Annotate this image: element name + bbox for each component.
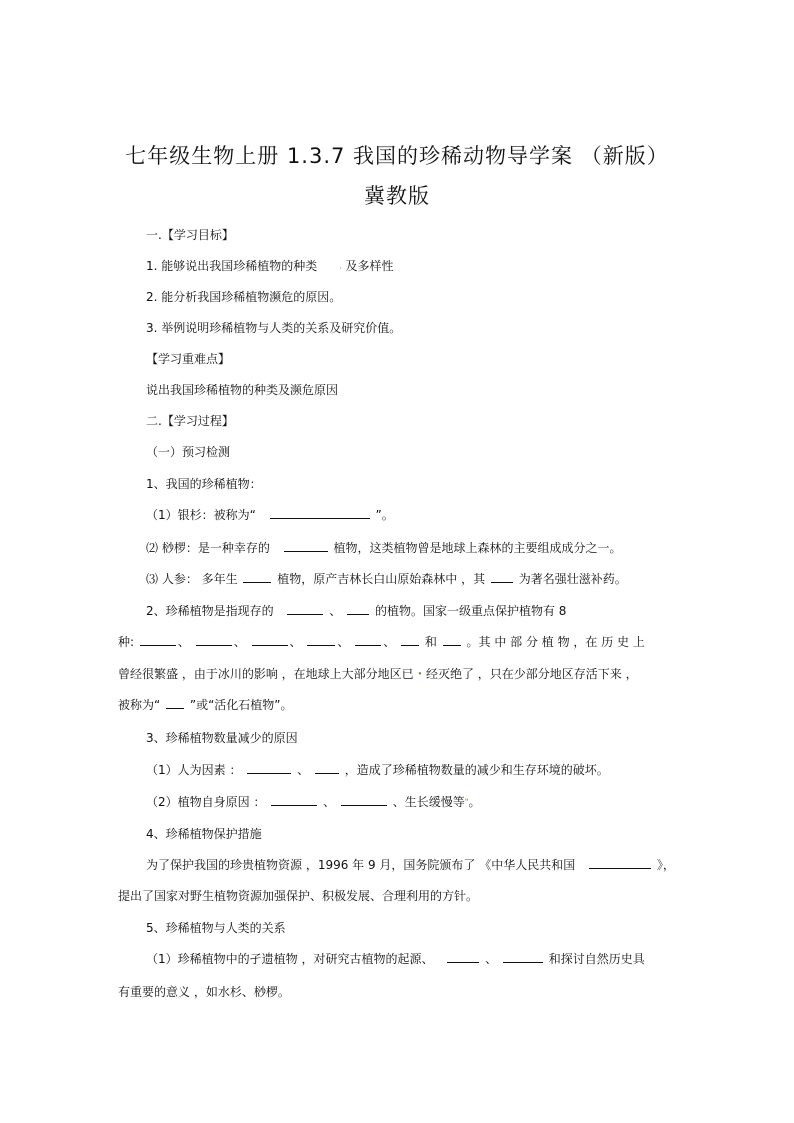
answer-blank[interactable] xyxy=(443,635,461,646)
answer-blank[interactable] xyxy=(247,763,291,774)
q1-3-text: ⑶ 人参： 多年生 xyxy=(146,572,238,586)
q3-1-end: ，造成了珍稀植物数量的减少和生存环境的破坏。 xyxy=(344,763,609,777)
question-2-line4 xyxy=(118,697,293,713)
question-3-2 xyxy=(146,794,481,811)
q1-1-text: （1）银杉：被称为“ xyxy=(146,508,256,522)
q2-line2-and: 和 xyxy=(424,635,437,649)
answer-blank[interactable] xyxy=(401,635,419,646)
question-2 xyxy=(146,603,566,619)
question-4-text xyxy=(146,857,675,873)
question-1: 1、我国的珍稀植物： xyxy=(146,477,262,491)
q2-text: 2、珍稀植物是指现存的 xyxy=(146,604,274,618)
q3-2-mid: 、生长缓慢等 xyxy=(392,795,465,809)
q1-1-end: ”。 xyxy=(375,508,394,522)
q2-line3-a: 曾经很繁盛 ，由于冰川的影响 ，在地球上大部分地区已 xyxy=(118,667,418,681)
q3-2-end: 。 xyxy=(468,795,481,809)
q2-line2-end: 。其 中 部 分 植 物 ，在 历 史 上 xyxy=(466,635,645,649)
q1-2-text: ⑵ 桫椤：是一种幸存的 xyxy=(146,541,270,555)
answer-blank[interactable] xyxy=(447,952,479,963)
question-4-text-2: 提出了国家对野生植物资源加强保护、积极发展、合理利用的方针。 xyxy=(118,889,479,903)
question-2-line2: 种: 、 、 、 、 、 和 。其 中 部 分 植 物 ，在 历 史 上 xyxy=(118,635,645,649)
question-3: 3、珍稀植物数量减少的原因 xyxy=(146,731,298,745)
stray-dot: . xyxy=(339,261,342,271)
q2-line2-start: 种: xyxy=(118,635,135,649)
q4-text-a: 为了保护我国的珍贵植物资源 ，1996 年 9 月，国务院颁布了 《中华人民共和国 xyxy=(146,858,576,872)
page-title-line2: 冀教版 xyxy=(364,184,430,208)
q2-line4-b: ”或“活化石植物”。 xyxy=(189,698,293,712)
goal-1 xyxy=(146,258,393,275)
key-heading: 【学习重难点】 xyxy=(146,352,231,366)
question-1-2 xyxy=(146,540,622,556)
process-heading: 二.【学习过程】 xyxy=(146,414,234,428)
q1-2-end: 植物，这类植物曾是地球上森林的主要组成成分之一。 xyxy=(333,541,622,555)
question-1-3 xyxy=(146,571,627,587)
answer-blank[interactable] xyxy=(347,604,369,615)
q4-text-b: 》， xyxy=(656,858,675,872)
q3-2-sep: 、 xyxy=(323,795,336,809)
answer-blank[interactable] xyxy=(287,604,323,615)
q2-end: 的植物。国家一级重点保护植物有 8 xyxy=(374,604,567,618)
q2-line3-b: 经灭绝了 ，只在少部分地区存活下来 ， xyxy=(422,667,638,681)
q1-3-end: 为著名强壮滋补药。 xyxy=(518,572,627,586)
answer-blank[interactable] xyxy=(341,795,387,806)
question-4: 4、珍稀植物保护措施 xyxy=(146,827,262,841)
goal-2: 2. 能分析我国珍稀植物濒危的原因。 xyxy=(146,290,342,304)
q3-2-text: （2）植物自身原因 ： xyxy=(146,795,266,809)
answer-blank[interactable] xyxy=(166,698,184,709)
q1-3-mid: 植物，原产吉林长白山原始森林中 ，其 xyxy=(277,572,486,586)
q2-sep: 、 xyxy=(329,604,342,618)
question-3-1 xyxy=(146,762,609,778)
answer-blank[interactable] xyxy=(243,572,271,583)
answer-blank[interactable] xyxy=(307,635,335,646)
goal-1-text-a: 1. 能够说出我国珍稀植物的种类 xyxy=(146,259,318,273)
q3-1-text: （1）人为因素 ： xyxy=(146,763,242,777)
question-1-1 xyxy=(146,507,394,523)
answer-blank[interactable] xyxy=(271,795,317,806)
question-5: 5、珍稀植物与人类的关系 xyxy=(146,921,286,935)
goal-1-text-b: 及多样性 xyxy=(345,259,394,273)
stray-dot: " xyxy=(464,797,469,807)
preview-heading: （一）预习检测 xyxy=(146,445,231,459)
answer-blank[interactable] xyxy=(140,635,176,646)
answer-blank[interactable] xyxy=(491,572,513,583)
q2-line4-a: 被称为“ xyxy=(118,698,161,712)
answer-blank[interactable] xyxy=(503,952,543,963)
answer-blank[interactable] xyxy=(315,763,339,774)
question-2-line3 xyxy=(118,666,638,683)
stray-dot: • xyxy=(417,669,423,679)
q5-1-text: （1）珍稀植物中的孑遗植物 ，对研究古植物的起源、 xyxy=(146,952,434,966)
goals-heading: 一.【学习目标】 xyxy=(146,228,234,242)
answer-blank[interactable] xyxy=(270,508,370,519)
answer-blank[interactable] xyxy=(284,541,328,552)
page-title-line1: 七年级生物上册 1.3.7 我国的珍稀动物导学案 （新版） xyxy=(125,144,669,168)
answer-blank[interactable] xyxy=(252,635,288,646)
answer-blank[interactable] xyxy=(589,858,651,869)
answer-blank[interactable] xyxy=(355,635,381,646)
answer-blank[interactable] xyxy=(196,635,232,646)
goal-3: 3. 举例说明珍稀植物与人类的关系及研究价值。 xyxy=(146,321,402,335)
q3-1-sep: 、 xyxy=(297,763,310,777)
question-5-1 xyxy=(146,951,645,967)
question-5-1-line2: 有重要的意义 ，如水杉、桫椤。 xyxy=(118,985,290,999)
q5-1-sep: 、 xyxy=(485,952,498,966)
key-text: 说出我国珍稀植物的种类及濒危原因 xyxy=(146,383,339,397)
q5-1-end: 和探讨自然历史具 xyxy=(548,952,645,966)
